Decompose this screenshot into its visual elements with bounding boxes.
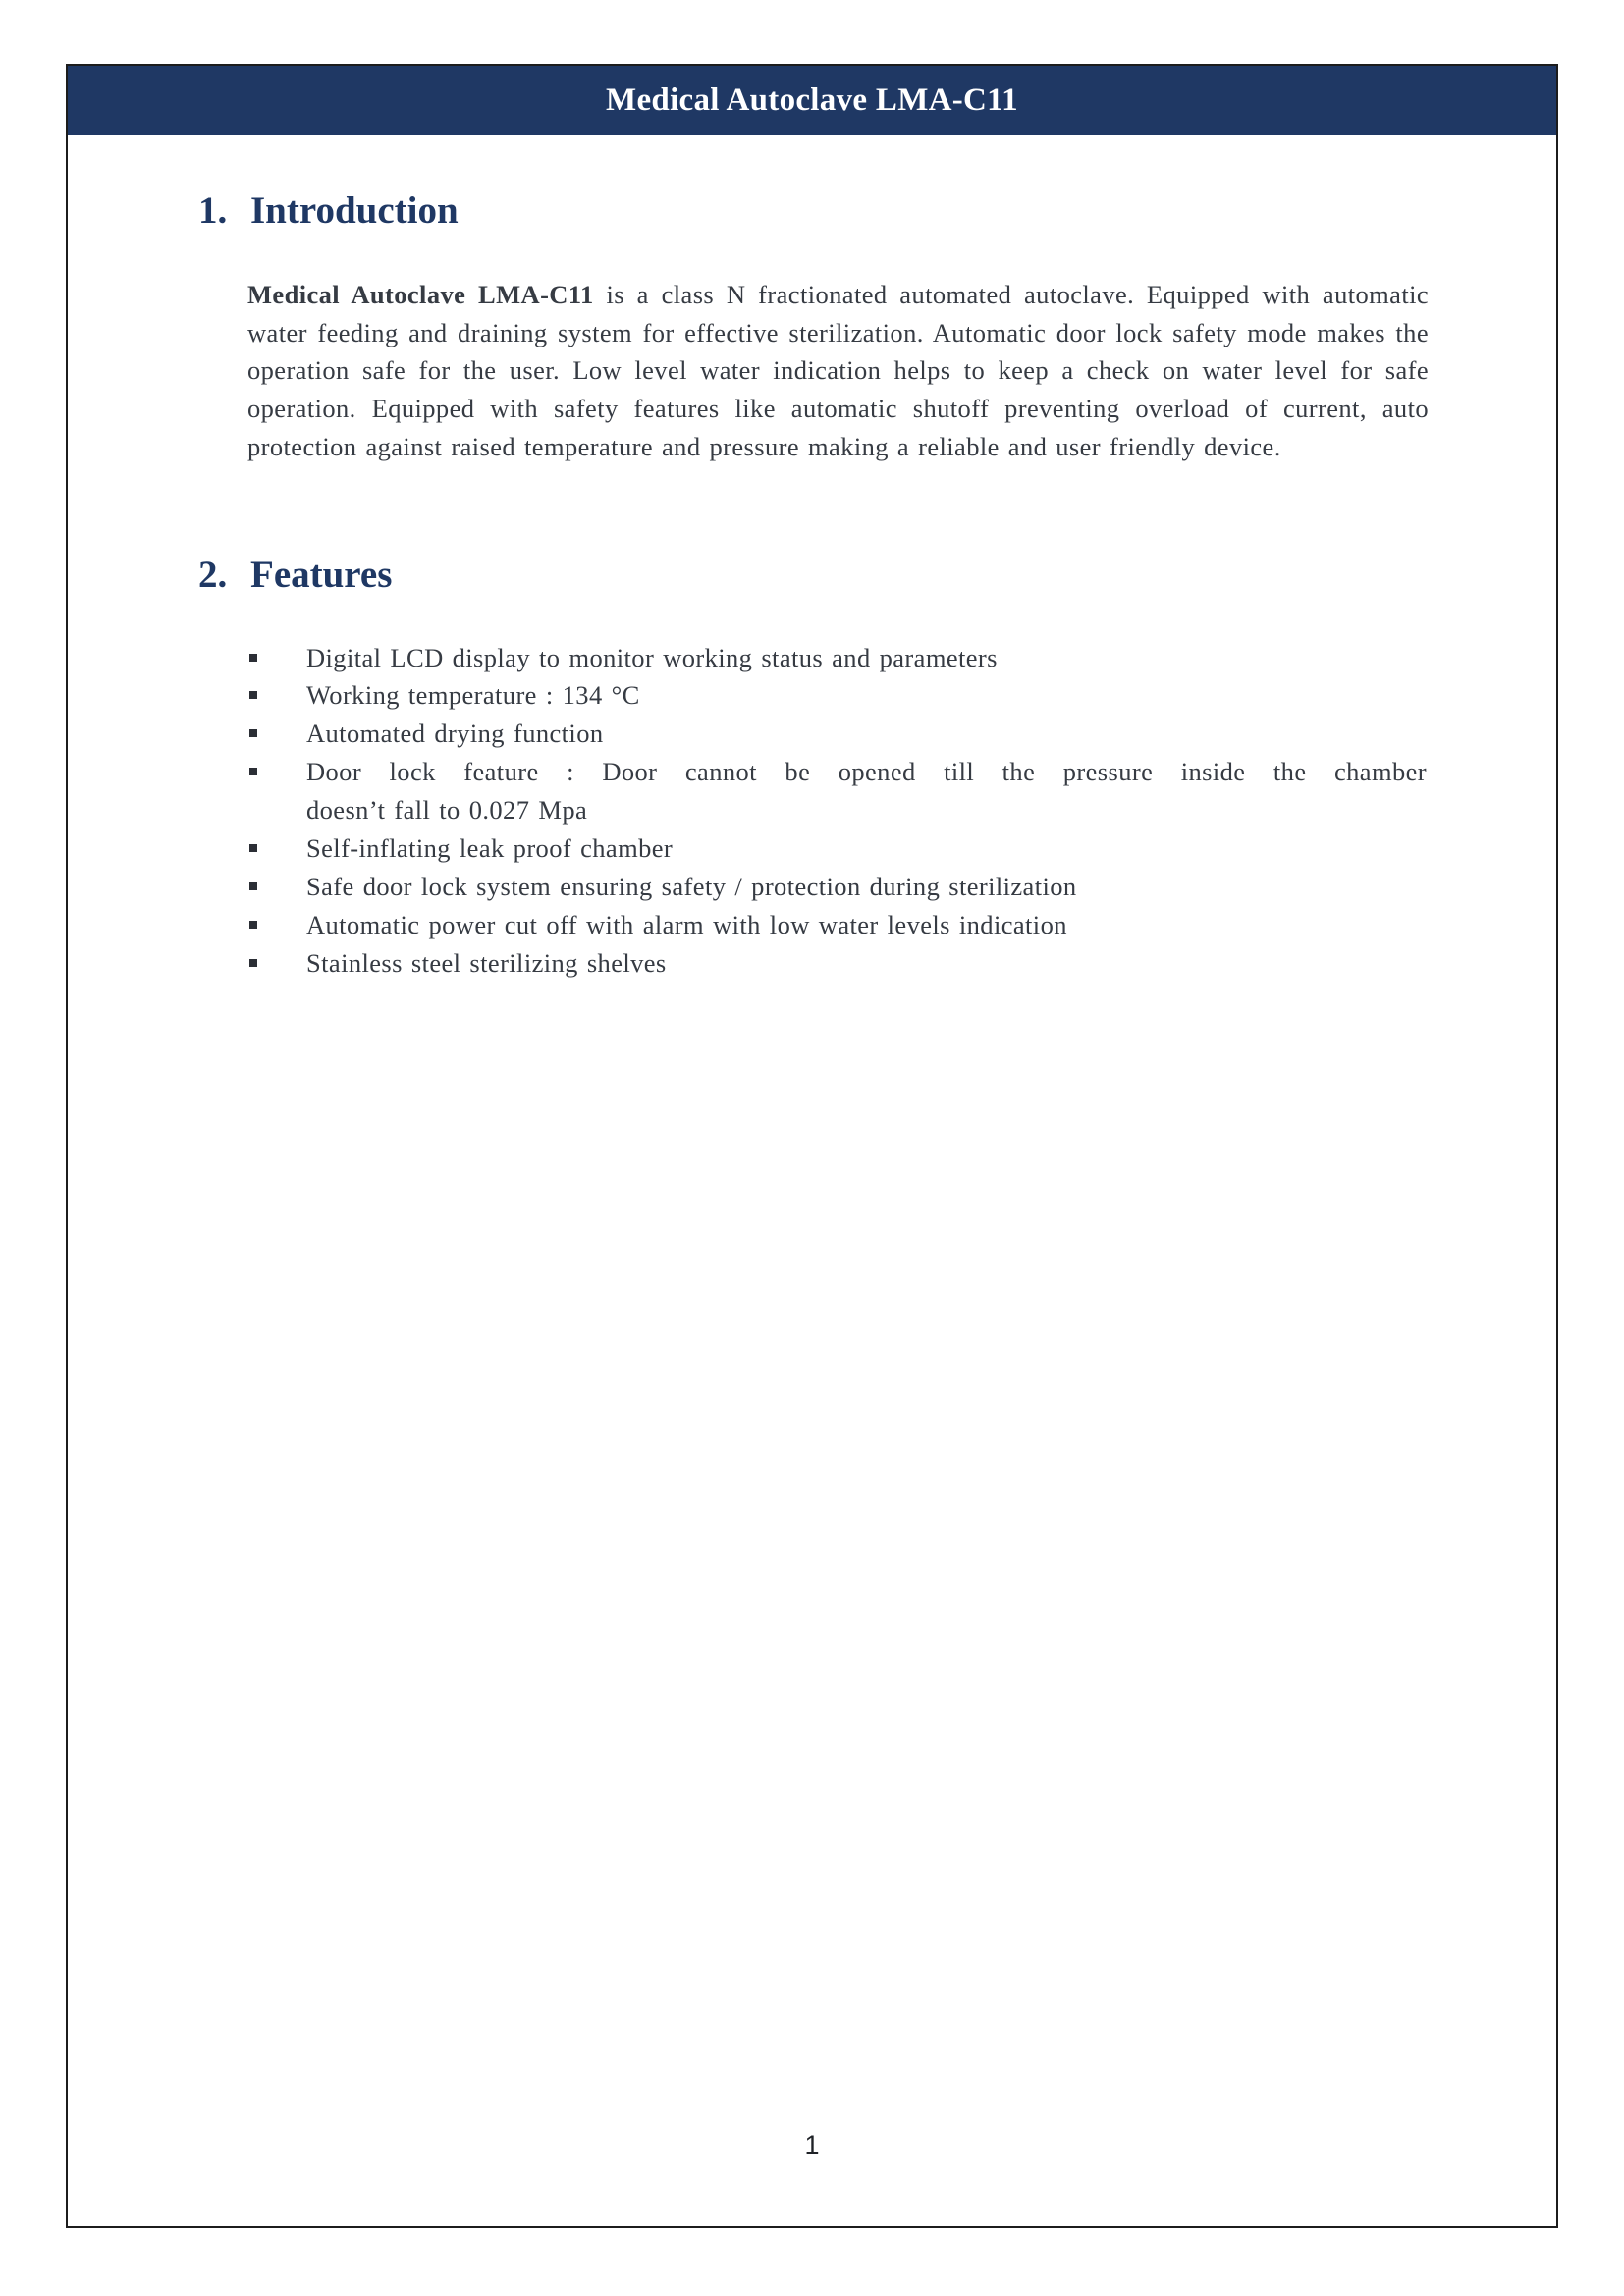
intro-paragraph-bold-lead: Medical Autoclave LMA-C11	[247, 280, 594, 309]
list-item-text: Safe door lock system ensuring safety / protection during sterilization	[306, 871, 1077, 901]
document-content	[68, 189, 1556, 983]
page-number: 1	[804, 2130, 820, 2160]
section-title: Features	[250, 553, 393, 596]
section-number: 2.	[198, 553, 228, 596]
document-title: Medical Autoclave LMA-C11	[606, 82, 1018, 118]
list-item	[198, 944, 1427, 983]
section-number: 1.	[198, 189, 228, 232]
section-features	[198, 553, 1427, 983]
section-heading-introduction	[198, 189, 1427, 232]
bullet-square-icon	[249, 729, 257, 737]
section-heading-features	[198, 553, 1427, 596]
list-item-text: Automated drying function	[306, 719, 604, 749]
list-item-line-1: Door lock feature : Door cannot be opened till the pressure inside the chamber	[306, 757, 1427, 787]
bullet-square-icon	[249, 691, 257, 699]
list-item-line-2: doesn’t fall to 0.027 Mpa	[306, 795, 588, 826]
document-page	[66, 64, 1558, 2228]
list-item	[198, 829, 1427, 868]
list-item	[198, 676, 1427, 715]
list-item-text: Self-inflating leak proof chamber	[306, 833, 674, 864]
bullet-square-icon	[249, 882, 257, 890]
list-item	[198, 753, 1427, 829]
document-header-bar	[68, 66, 1556, 135]
bullet-square-icon	[249, 844, 257, 852]
list-item-text: Stainless steel sterilizing shelves	[306, 947, 667, 978]
list-item-text: Automatic power cut off with alarm with low water levels indication	[306, 909, 1067, 939]
bullet-square-icon	[249, 654, 257, 662]
list-item	[198, 639, 1427, 677]
bullet-square-icon	[249, 768, 257, 775]
list-item	[198, 715, 1427, 753]
bullet-square-icon	[249, 921, 257, 929]
intro-paragraph-body: is a class N fractionated automated autoclave. Equipped with automatic water feeding and draining system for effective sterilization. Automatic door lock safety mode makes the operation safe for the user. Low level water indication helps to keep a check on water level for safe operation. Equipped with safety features like automatic shutoff preventing overload of current, auto protection against raised temperature and pressure making a reliable and user friendly device.	[247, 280, 1430, 461]
features-list	[198, 639, 1427, 983]
list-item	[198, 868, 1427, 906]
bullet-square-icon	[249, 959, 257, 967]
section-title: Introduction	[250, 189, 459, 232]
list-item-text: Digital LCD display to monitor working status and parameters	[306, 642, 998, 672]
list-item	[198, 906, 1427, 944]
list-item-text: Working temperature : 134 °C	[306, 680, 640, 711]
intro-paragraph	[247, 276, 1429, 466]
list-item-text	[306, 753, 1427, 829]
section-introduction	[198, 189, 1430, 466]
